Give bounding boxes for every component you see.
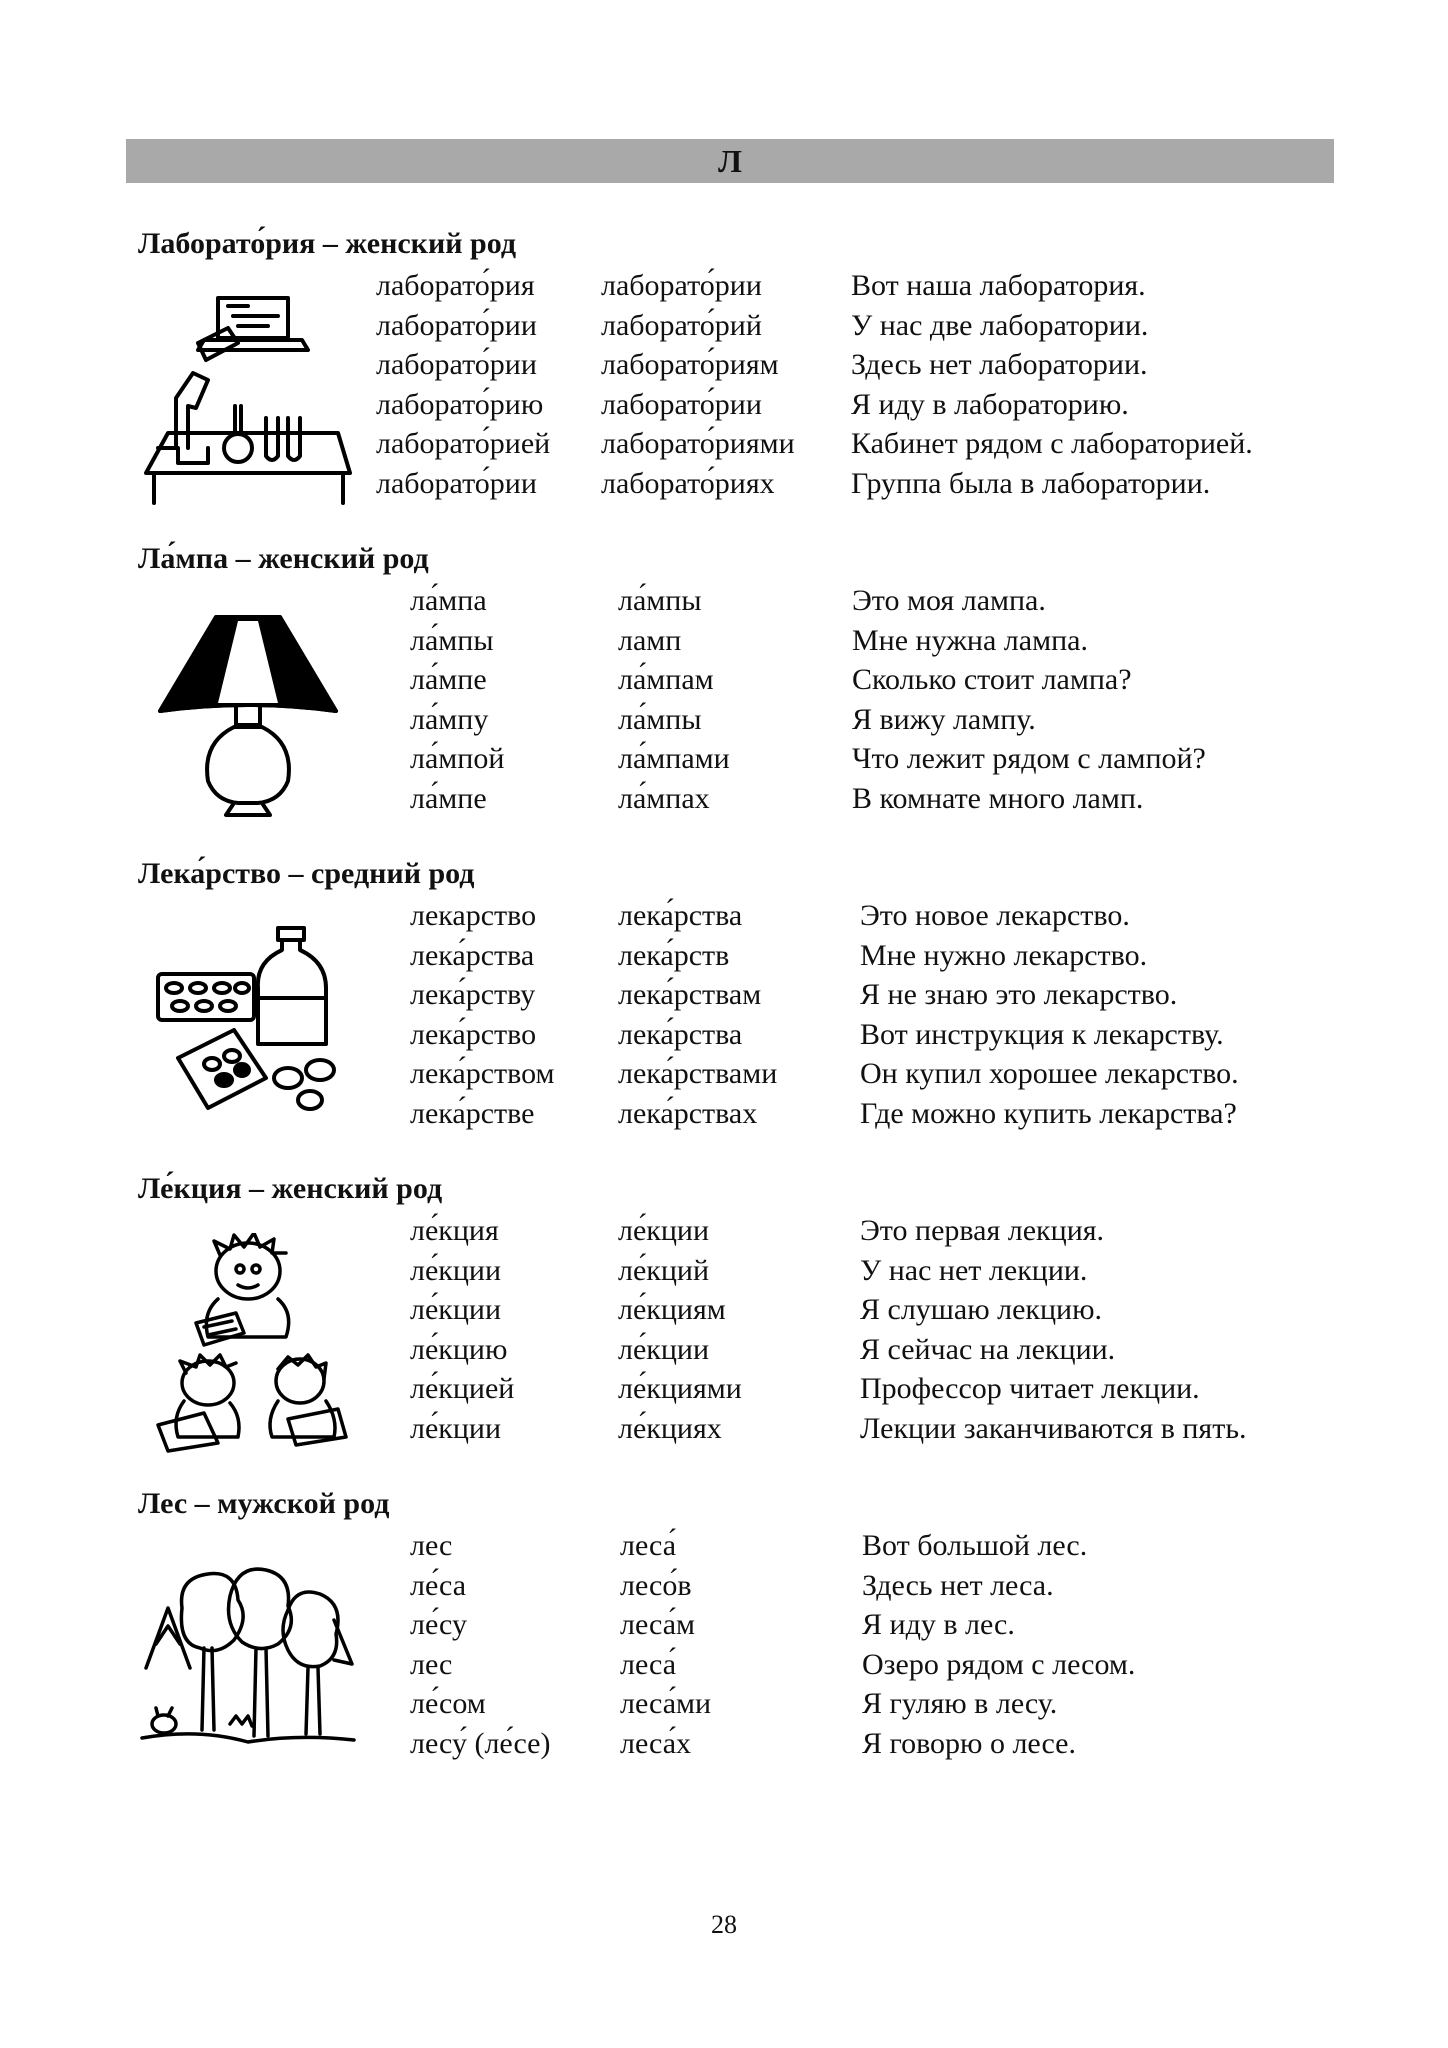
plural-form: ле́кций bbox=[618, 1253, 710, 1287]
plural-form: ламп bbox=[618, 623, 682, 657]
plural-form: ле́кциями bbox=[618, 1372, 742, 1405]
example-sentence: Я иду в лес. bbox=[862, 1608, 1015, 1641]
example-sentence: Лекции заканчиваются в пять. bbox=[860, 1411, 1247, 1445]
plural-form: лаборато́риям bbox=[601, 348, 779, 381]
plural-form: лаборато́рий bbox=[601, 308, 762, 342]
singular-form: ла́мпе bbox=[410, 663, 487, 696]
entry-lecture bbox=[0, 1171, 1448, 1471]
plural-form: лека́рствами bbox=[618, 1057, 778, 1090]
entry-medicine bbox=[0, 856, 1448, 1156]
plural-form: ле́кциях bbox=[618, 1411, 722, 1445]
plural-form: ла́мпам bbox=[618, 663, 714, 696]
plural-form: лаборато́риями bbox=[601, 427, 795, 460]
example-sentence: Вот инструкция к лекарству. bbox=[860, 1017, 1224, 1051]
singular-forms-column bbox=[410, 1211, 514, 1448]
singular-form: ле́кции bbox=[410, 1253, 502, 1287]
plural-form: лаборато́рии bbox=[601, 269, 762, 302]
entry-lamp bbox=[0, 541, 1448, 841]
singular-form: ла́мпой bbox=[410, 742, 505, 775]
example-sentence: Это моя лампа. bbox=[852, 584, 1046, 617]
singular-form: ле́кцией bbox=[410, 1372, 515, 1405]
singular-forms-column bbox=[410, 581, 504, 818]
plural-form: ла́мпы bbox=[618, 702, 702, 736]
plural-form: леса́х bbox=[620, 1726, 692, 1760]
singular-form: лаборато́рию bbox=[376, 387, 544, 421]
singular-form: ла́мпы bbox=[410, 623, 494, 657]
singular-form: ла́мпу bbox=[410, 702, 489, 736]
singular-form: ле́су bbox=[410, 1608, 467, 1641]
plural-form: лека́рства bbox=[618, 1017, 743, 1051]
singular-form: ле́кция bbox=[410, 1214, 499, 1247]
plural-form: ла́мпы bbox=[618, 584, 702, 617]
singular-forms-column bbox=[376, 266, 550, 503]
example-sentence: Вот большой лес. bbox=[862, 1529, 1088, 1562]
entry-title: Ле́кция – женский род bbox=[138, 1172, 443, 1205]
singular-forms-column bbox=[410, 896, 555, 1133]
entry-title: Лаборато́рия – женский род bbox=[138, 227, 517, 260]
examples-column bbox=[852, 581, 1206, 818]
singular-form: лаборато́рии bbox=[376, 308, 537, 342]
singular-form: лека́рством bbox=[410, 1057, 555, 1090]
singular-form: ла́мпа bbox=[410, 584, 487, 617]
example-sentence: У нас нет лекции. bbox=[860, 1253, 1088, 1287]
plural-forms-column bbox=[618, 896, 777, 1133]
lecture-icon bbox=[138, 1233, 358, 1453]
entry-title: Лека́рство – средний род bbox=[138, 857, 475, 890]
example-sentence: Мне нужно лекарство. bbox=[860, 938, 1148, 972]
example-sentence: Я гуляю в лесу. bbox=[862, 1687, 1058, 1720]
example-sentence: Я сейчас на лекции. bbox=[860, 1332, 1116, 1366]
example-sentence: У нас две лаборатории. bbox=[851, 308, 1149, 342]
plural-form: лека́рствам bbox=[618, 978, 762, 1011]
singular-form: лекарство bbox=[410, 899, 537, 932]
singular-form: лека́рстве bbox=[410, 1096, 535, 1130]
lamp-icon bbox=[138, 603, 358, 823]
plural-form: лесо́в bbox=[620, 1568, 692, 1602]
example-sentence: Я слушаю лекцию. bbox=[860, 1293, 1103, 1326]
examples-column bbox=[860, 1211, 1247, 1448]
singular-form: лека́рства bbox=[410, 938, 535, 972]
plural-form: леса́ми bbox=[620, 1687, 712, 1720]
example-sentence: В комнате много ламп. bbox=[852, 781, 1144, 815]
examples-column bbox=[862, 1526, 1135, 1763]
entry-laboratory bbox=[0, 226, 1448, 526]
plural-form: ле́кциям bbox=[618, 1293, 726, 1326]
example-sentence: Озеро рядом с лесом. bbox=[862, 1647, 1136, 1681]
plural-form: ле́кции bbox=[618, 1332, 710, 1366]
example-sentence: Вот наша лаборатория. bbox=[851, 269, 1146, 302]
singular-form: ле́кции bbox=[410, 1411, 502, 1445]
forest-icon bbox=[138, 1548, 358, 1768]
example-sentence: Это первая лекция. bbox=[860, 1214, 1105, 1247]
plural-form: ла́мпами bbox=[618, 742, 730, 775]
singular-form: ле́кции bbox=[410, 1293, 502, 1326]
singular-form: ла́мпе bbox=[410, 781, 487, 815]
example-sentence: Где можно купить лекарства? bbox=[860, 1096, 1237, 1130]
example-sentence: Это новое лекарство. bbox=[860, 899, 1130, 932]
examples-column bbox=[851, 266, 1253, 503]
page-number: 28 bbox=[711, 1910, 737, 1939]
example-sentence: Он купил хорошее лекарство. bbox=[860, 1057, 1239, 1090]
example-sentence: Я не знаю это лекарство. bbox=[860, 978, 1178, 1011]
singular-form: лаборато́рия bbox=[376, 269, 535, 302]
entry-forest bbox=[0, 1486, 1448, 1786]
plural-forms-column bbox=[601, 266, 795, 503]
singular-form: лека́рству bbox=[410, 978, 536, 1011]
plural-form: лаборато́рии bbox=[601, 387, 762, 421]
singular-form: ле́сом bbox=[410, 1687, 486, 1720]
singular-form: лаборато́рии bbox=[376, 348, 537, 381]
singular-form: ле́кцию bbox=[410, 1332, 508, 1366]
singular-forms-column bbox=[410, 1526, 550, 1763]
entry-title: Лес – мужской род bbox=[138, 1487, 390, 1520]
example-sentence: Я иду в лабораторию. bbox=[851, 387, 1129, 421]
singular-form: лесу́ (ле́се) bbox=[410, 1726, 551, 1760]
singular-form: лаборато́рией bbox=[376, 427, 551, 460]
plural-form: лека́рства bbox=[618, 899, 743, 932]
example-sentence: Сколько стоит лампа? bbox=[852, 663, 1132, 696]
example-sentence: Профессор читает лекции. bbox=[860, 1372, 1200, 1405]
plural-forms-column bbox=[618, 581, 730, 818]
example-sentence: Здесь нет лаборатории. bbox=[851, 348, 1148, 381]
letter-header-text: Л bbox=[718, 143, 742, 179]
plural-form: лаборато́риях bbox=[601, 466, 775, 500]
singular-form: лес bbox=[410, 1529, 453, 1562]
example-sentence: Мне нужна лампа. bbox=[852, 623, 1088, 657]
medicine-icon bbox=[138, 918, 358, 1138]
plural-form: лека́рств bbox=[618, 938, 730, 972]
example-sentence: Я говорю о лесе. bbox=[862, 1726, 1076, 1760]
plural-forms-column bbox=[620, 1526, 711, 1763]
singular-form: лес bbox=[410, 1647, 453, 1681]
singular-form: лека́рство bbox=[410, 1017, 537, 1051]
example-sentence: Группа была в лаборатории. bbox=[851, 466, 1211, 500]
laboratory-icon bbox=[138, 288, 358, 508]
singular-form: лаборато́рии bbox=[376, 466, 537, 500]
plural-form: леса́м bbox=[620, 1608, 696, 1641]
example-sentence: Кабинет рядом с лабораторией. bbox=[851, 427, 1253, 460]
examples-column bbox=[860, 896, 1239, 1133]
letter-header bbox=[126, 139, 1334, 183]
plural-forms-column bbox=[618, 1211, 742, 1448]
plural-form: леса́ bbox=[620, 1529, 677, 1562]
plural-form: ле́кции bbox=[618, 1214, 710, 1247]
example-sentence: Что лежит рядом с лампой? bbox=[852, 742, 1206, 775]
singular-form: ле́са bbox=[410, 1568, 467, 1602]
plural-form: лека́рствах bbox=[618, 1096, 758, 1130]
entry-title: Ла́мпа – женский род bbox=[138, 542, 429, 575]
example-sentence: Я вижу лампу. bbox=[852, 702, 1036, 736]
plural-form: леса́ bbox=[620, 1647, 677, 1681]
example-sentence: Здесь нет леса. bbox=[862, 1568, 1054, 1602]
plural-form: ла́мпах bbox=[618, 781, 710, 815]
